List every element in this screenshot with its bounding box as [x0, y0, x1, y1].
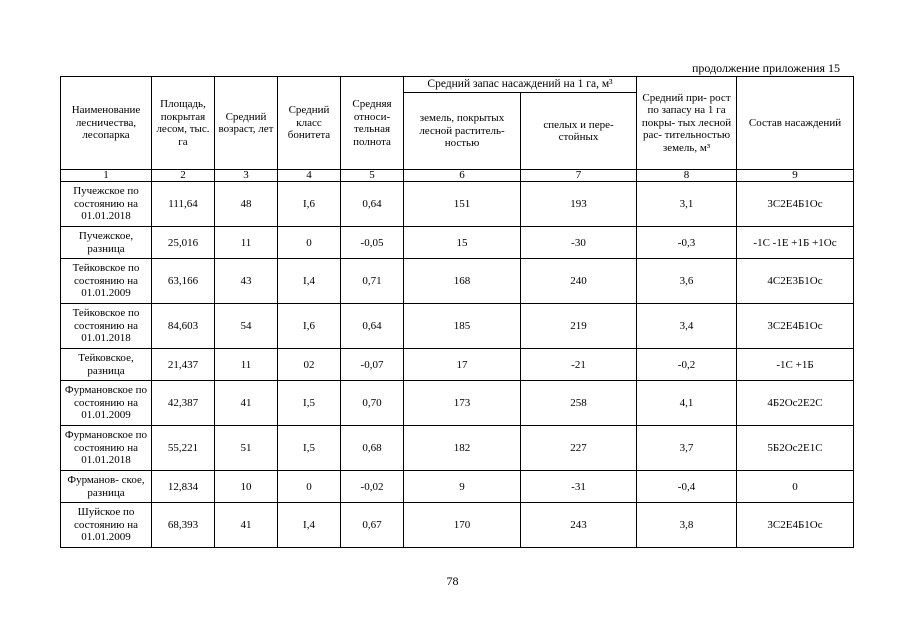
- table-row: [61, 259, 854, 304]
- cell-stock-mature: -31: [521, 471, 637, 503]
- cell-forest-area: 55,221: [152, 426, 215, 471]
- cell-forestry-name: Фурманов- ское, разница: [61, 471, 152, 503]
- cell-relative-density: 0,71: [341, 259, 404, 304]
- cell-forestry-name: Фурмановское по состоянию на 01.01.2018: [61, 426, 152, 471]
- cell-stock-mature: 258: [521, 381, 637, 426]
- cell-average-age: 10: [215, 471, 278, 503]
- header-average-age: Средний возраст, лет: [215, 77, 278, 170]
- cell-site-class: I,5: [278, 426, 341, 471]
- table-row: [61, 381, 854, 426]
- cell-relative-density: 0,70: [341, 381, 404, 426]
- cell-stock-mature: 240: [521, 259, 637, 304]
- cell-forestry-name: Тейковское по состоянию на 01.01.2009: [61, 259, 152, 304]
- table-row: [61, 349, 854, 381]
- cell-average-increment: 3,7: [637, 426, 737, 471]
- header-average-stock-group: Средний запас насаждений на 1 га, м³: [404, 77, 637, 93]
- cell-relative-density: -0,05: [341, 227, 404, 259]
- cell-average-age: 54: [215, 304, 278, 349]
- cell-average-increment: 3,1: [637, 182, 737, 227]
- cell-average-age: 51: [215, 426, 278, 471]
- cell-average-increment: -0,4: [637, 471, 737, 503]
- header-site-class: Средний класс бонитета: [278, 77, 341, 170]
- cell-site-class: I,6: [278, 304, 341, 349]
- column-number: 9: [737, 170, 854, 182]
- header-forestry-name: Наименование лесничества, лесопарка: [61, 77, 152, 170]
- table-row: [61, 426, 854, 471]
- table-body: [61, 182, 854, 548]
- header-stand-composition: Состав насаждений: [737, 77, 854, 170]
- page-number: 78: [446, 574, 459, 588]
- cell-stock-mature: -30: [521, 227, 637, 259]
- cell-relative-density: -0,07: [341, 349, 404, 381]
- cell-stand-composition: 3С2Е4Б1Ос: [737, 182, 854, 227]
- cell-stock-forested: 9: [404, 471, 521, 503]
- cell-average-increment: -0,3: [637, 227, 737, 259]
- cell-stock-mature: 227: [521, 426, 637, 471]
- cell-stock-forested: 185: [404, 304, 521, 349]
- column-number: 4: [278, 170, 341, 182]
- cell-stock-forested: 151: [404, 182, 521, 227]
- cell-site-class: I,5: [278, 381, 341, 426]
- column-number: 3: [215, 170, 278, 182]
- column-numbers-row: [61, 170, 854, 182]
- cell-stand-composition: 4Б2Ос2Е2С: [737, 381, 854, 426]
- column-number: 7: [521, 170, 637, 182]
- cell-forestry-name: Фурмановское по состоянию на 01.01.2009: [61, 381, 152, 426]
- appendix-continuation-caption: продолжение приложения 15: [692, 61, 840, 75]
- cell-forestry-name: Тейковское по состоянию на 01.01.2018: [61, 304, 152, 349]
- cell-stock-forested: 173: [404, 381, 521, 426]
- cell-site-class: 02: [278, 349, 341, 381]
- column-number: 8: [637, 170, 737, 182]
- cell-forest-area: 12,834: [152, 471, 215, 503]
- cell-relative-density: -0,02: [341, 471, 404, 503]
- cell-forest-area: 21,437: [152, 349, 215, 381]
- cell-average-increment: 3,4: [637, 304, 737, 349]
- cell-forest-area: 111,64: [152, 182, 215, 227]
- table-row: [61, 503, 854, 548]
- cell-average-age: 41: [215, 503, 278, 548]
- cell-forestry-name: Пучежское, разница: [61, 227, 152, 259]
- cell-stand-composition: 5Б2Ос2Е1С: [737, 426, 854, 471]
- table-row: [61, 471, 854, 503]
- cell-average-increment: -0,2: [637, 349, 737, 381]
- cell-stock-forested: 170: [404, 503, 521, 548]
- cell-relative-density: 0,64: [341, 304, 404, 349]
- cell-forest-area: 25,016: [152, 227, 215, 259]
- cell-forest-area: 68,393: [152, 503, 215, 548]
- cell-forestry-name: Шуйское по состоянию на 01.01.2009: [61, 503, 152, 548]
- cell-average-increment: 3,6: [637, 259, 737, 304]
- cell-forest-area: 63,166: [152, 259, 215, 304]
- cell-average-increment: 3,8: [637, 503, 737, 548]
- cell-average-age: 48: [215, 182, 278, 227]
- table-row: [61, 227, 854, 259]
- cell-stand-composition: 0: [737, 471, 854, 503]
- cell-average-increment: 4,1: [637, 381, 737, 426]
- cell-site-class: I,4: [278, 259, 341, 304]
- cell-site-class: 0: [278, 471, 341, 503]
- cell-site-class: 0: [278, 227, 341, 259]
- cell-relative-density: 0,64: [341, 182, 404, 227]
- cell-stand-composition: 3С2Е4Б1Ос: [737, 304, 854, 349]
- header-relative-density: Средняя относи- тельная полнота: [341, 77, 404, 170]
- cell-forest-area: 84,603: [152, 304, 215, 349]
- header-stock-forested-land: земель, покрытых лесной раститель- ностью: [404, 93, 521, 170]
- cell-site-class: I,6: [278, 182, 341, 227]
- cell-site-class: I,4: [278, 503, 341, 548]
- cell-average-age: 41: [215, 381, 278, 426]
- cell-stock-mature: 219: [521, 304, 637, 349]
- cell-relative-density: 0,68: [341, 426, 404, 471]
- column-number: 5: [341, 170, 404, 182]
- cell-stock-forested: 15: [404, 227, 521, 259]
- cell-average-age: 11: [215, 227, 278, 259]
- header-average-increment: Средний при- рост по запасу на 1 га покры- тых лесной рас- тительностью земель, м³: [637, 77, 737, 170]
- cell-forestry-name: Тейковское, разница: [61, 349, 152, 381]
- cell-stock-mature: 243: [521, 503, 637, 548]
- column-number: 1: [61, 170, 152, 182]
- column-number: 6: [404, 170, 521, 182]
- cell-average-age: 11: [215, 349, 278, 381]
- header-forest-area: Площадь, покрытая лесом, тыс. га: [152, 77, 215, 170]
- cell-average-age: 43: [215, 259, 278, 304]
- cell-stock-forested: 168: [404, 259, 521, 304]
- column-number: 2: [152, 170, 215, 182]
- cell-stand-composition: -1С -1Е +1Б +1Ос: [737, 227, 854, 259]
- cell-stand-composition: -1С +1Б: [737, 349, 854, 381]
- table-row: [61, 304, 854, 349]
- cell-stand-composition: 4С2Е3Б1Ос: [737, 259, 854, 304]
- cell-forestry-name: Пучежское по состоянию на 01.01.2018: [61, 182, 152, 227]
- cell-forest-area: 42,387: [152, 381, 215, 426]
- cell-stock-forested: 17: [404, 349, 521, 381]
- table-row: [61, 182, 854, 227]
- cell-stock-forested: 182: [404, 426, 521, 471]
- cell-stock-mature: 193: [521, 182, 637, 227]
- cell-relative-density: 0,67: [341, 503, 404, 548]
- cell-stock-mature: -21: [521, 349, 637, 381]
- header-stock-mature-overmature: спелых и пере- стойных: [521, 93, 637, 170]
- forest-statistics-table: [60, 76, 854, 548]
- cell-stand-composition: 3С2Е4Б1Ос: [737, 503, 854, 548]
